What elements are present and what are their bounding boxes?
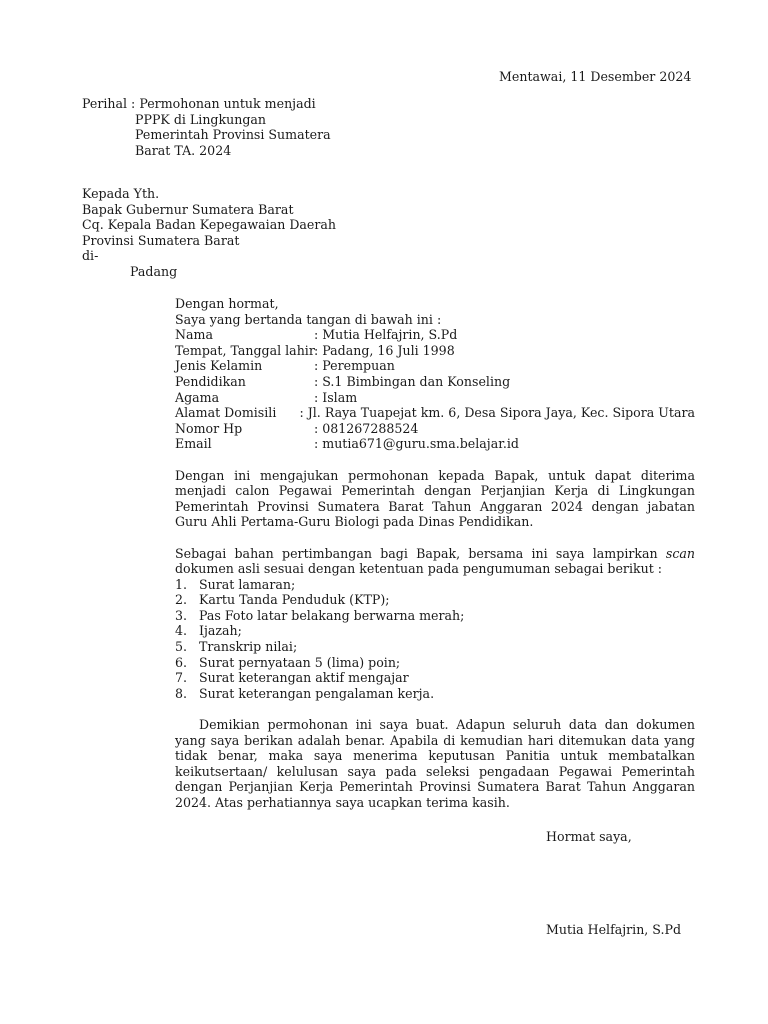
attachment-intro-paragraph — [175, 546, 695, 577]
list-number: 6. — [175, 654, 188, 670]
field-row — [175, 327, 695, 343]
field-value: : 081267288524 — [314, 420, 419, 436]
letter-body — [175, 296, 695, 811]
attachment-list — [175, 577, 695, 702]
list-item — [175, 577, 695, 593]
field-row — [175, 390, 695, 406]
field-value: : Jl. Raya Tuapejat km. 6, Desa Sipora Jaya, Kec. Sipora Utara — [299, 405, 695, 421]
attachment-intro-text: dokumen asli sesuai dengan ketentuan pada pengumuman sebagai berikut : — [175, 561, 663, 577]
list-item — [175, 623, 695, 639]
list-number: 5. — [175, 639, 188, 655]
list-text: Surat keterangan pengalaman kerja. — [199, 685, 435, 701]
recipient-line: Bapak Gubernur Sumatera Barat — [82, 201, 294, 217]
recipient-line: Kepada Yth. — [82, 186, 160, 201]
field-value: : Perempuan — [314, 358, 395, 374]
subject-label: Perihal : — [82, 96, 140, 111]
list-number: 2. — [175, 592, 188, 608]
list-text: Kartu Tanda Penduduk (KTP); — [199, 592, 390, 608]
field-label: Tempat, Tanggal lahir — [175, 342, 315, 358]
field-row — [175, 405, 695, 421]
list-number: 1. — [175, 576, 188, 592]
field-label: Alamat Domisili — [175, 405, 277, 421]
subject-line: Permohonan untuk menjadi — [139, 96, 316, 111]
recipient-line: Provinsi Sumatera Barat — [82, 232, 240, 248]
list-number: 3. — [175, 607, 188, 623]
field-row — [175, 374, 695, 390]
field-label: Email — [175, 436, 212, 452]
list-item — [175, 639, 695, 655]
field-value: : S.1 Bimbingan dan Konseling — [314, 373, 511, 389]
subject-block — [82, 96, 331, 158]
signature-name: Mutia Helfajrin, S.Pd — [546, 922, 682, 937]
closing-paragraph: Demikian permohonan ini saya buat. Adapun seluruh data dan dokumen yang saya berikan adalah benar. Apabila di kemudian hari ditemukan data yang tidak benar, maka saya menerima keputusan Panitia untuk membatalkan keikutsertaan/ kelulusan saya pada seleksi pengadaan Pegawai Pemerintah dengan Perjanjian Kerja Pemerintah Provinsi Sumatera Barat Tahun Anggaran 2024. Atas perhatiannya saya ucapkan terima kasih. — [175, 717, 695, 810]
greeting: Dengan hormat, — [175, 296, 279, 311]
letter-date: Mentawai, 11 Desember 2024 — [499, 69, 692, 84]
field-row — [175, 343, 695, 359]
subject-line: Pemerintah Provinsi Sumatera — [135, 127, 331, 143]
field-row — [175, 358, 695, 374]
recipient-line: Cq. Kepala Badan Kepegawaian Daerah — [82, 217, 337, 233]
list-number: 4. — [175, 623, 188, 639]
list-text: Ijazah; — [199, 623, 242, 639]
field-row — [175, 421, 695, 437]
list-text: Surat pernyataan 5 (lima) poin; — [199, 654, 401, 670]
subject-line: Barat TA. 2024 — [135, 142, 232, 158]
field-value: : Islam — [314, 389, 358, 405]
list-number: 8. — [175, 685, 188, 701]
field-label: Nomor Hp — [175, 420, 243, 436]
recipient-line: di- — [82, 248, 99, 264]
applicant-fields — [175, 327, 695, 452]
subject-line: PPPK di Lingkungan — [135, 111, 267, 127]
list-item — [175, 655, 695, 671]
list-text: Surat keterangan aktif mengajar — [199, 670, 409, 686]
list-number: 7. — [175, 670, 188, 686]
list-text: Pas Foto latar belakang berwarna merah; — [199, 607, 465, 623]
attachment-intro-text: Sebagai bahan pertimbangan bagi Bapak, bersama ini saya lampirkan — [175, 545, 666, 561]
list-item — [175, 592, 695, 608]
list-text: Transkrip nilai; — [199, 639, 298, 655]
field-label: Jenis Kelamin — [175, 358, 263, 374]
field-value: : mutia671@guru.sma.belajar.id — [314, 436, 519, 452]
field-label: Agama — [175, 389, 220, 405]
field-value: : Mutia Helfajrin, S.Pd — [314, 327, 458, 343]
application-paragraph: Dengan ini mengajukan permohonan kepada Bapak, untuk dapat diterima menjadi calon Pegawai Pemerintah dengan Perjanjian Kerja di Lingkungan Pemerintah Provinsi Sumatera Barat Tahun Anggaran 2024 dengan jabatan Guru Ahli Pertama-Guru Biologi pada Dinas Pendidikan. — [175, 467, 695, 530]
attachment-intro-italic: scan — [665, 545, 695, 561]
list-item — [175, 608, 695, 624]
list-item — [175, 670, 695, 686]
recipient-block — [82, 186, 336, 280]
field-row — [175, 436, 695, 452]
closing-salutation: Hormat saya, — [546, 829, 632, 844]
intro-line: Saya yang bertanda tangan di bawah ini : — [175, 311, 442, 327]
list-text: Surat lamaran; — [199, 576, 296, 592]
field-value: : Padang, 16 Juli 1998 — [314, 342, 455, 358]
field-label: Pendidikan — [175, 373, 246, 389]
recipient-city: Padang — [130, 263, 178, 279]
field-label: Nama — [175, 327, 213, 343]
list-item — [175, 686, 695, 702]
